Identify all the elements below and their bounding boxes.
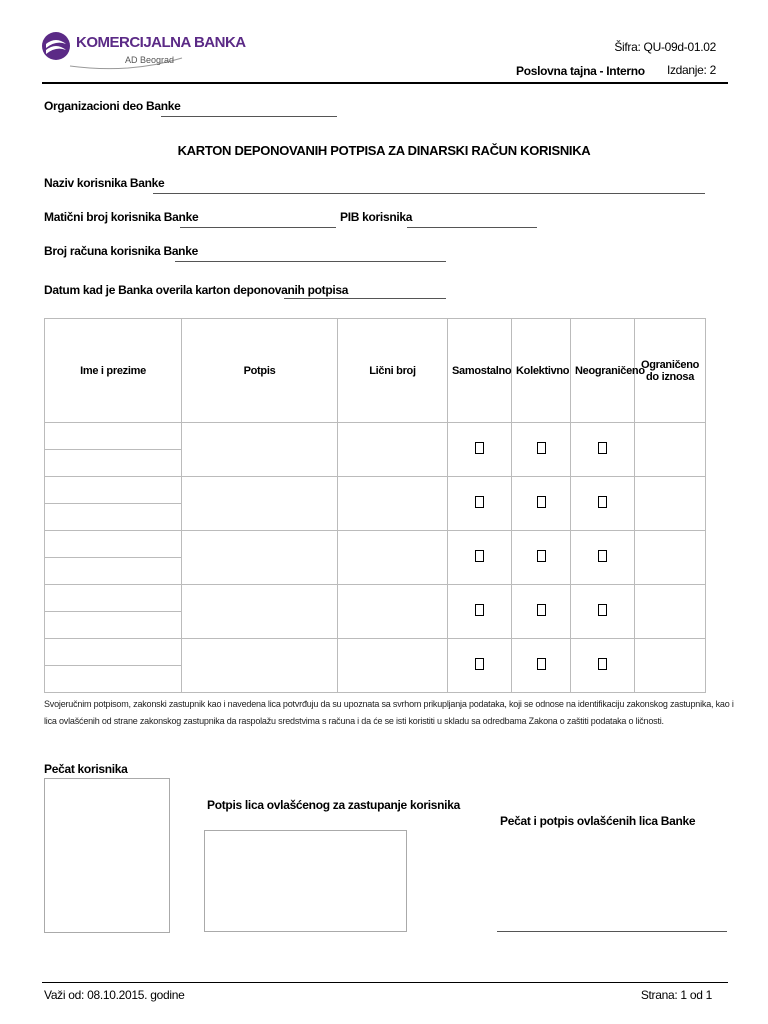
data-consent-notice: Svojeručnim potpisom, zakonski zastupnik kao i navedena lica potvrđuju da su upoznata sa svrhom prikupljanja podataka, koji se odnose na identifikaciju zakonskog zastupnika, kao i lica ovlašćenih od strane zakonskog zastupnika da raspolažu sredstvima s računa i da će se isti koristiti u skladu sa odredbama Zakona o zaštiti podataka o ličnosti. bbox=[44, 699, 734, 726]
bank-stamp-label: Pečat i potpis ovlašćenih lica Banke bbox=[500, 814, 696, 828]
client-name-field[interactable] bbox=[153, 193, 705, 194]
name-cell[interactable] bbox=[45, 639, 182, 693]
collective-checkbox[interactable] bbox=[537, 496, 546, 508]
independent-cell bbox=[448, 639, 512, 693]
collective-cell bbox=[512, 585, 571, 639]
independent-checkbox[interactable] bbox=[475, 550, 484, 562]
name-cell[interactable] bbox=[45, 423, 182, 477]
table-row bbox=[45, 639, 706, 693]
org-unit-field[interactable] bbox=[161, 116, 337, 117]
valid-from: Važi od: 08.10.2015. godine bbox=[44, 988, 185, 1002]
collective-checkbox[interactable] bbox=[537, 442, 546, 454]
client-name-label: Naziv korisnika Banke bbox=[44, 176, 165, 190]
limited-amount-cell[interactable] bbox=[635, 477, 706, 531]
col-limited-header: Ograničeno do iznosa bbox=[635, 319, 706, 423]
table-row bbox=[45, 585, 706, 639]
col-collective-header: Kolektivno bbox=[512, 319, 571, 423]
unlimited-checkbox[interactable] bbox=[598, 550, 607, 562]
org-unit-label: Organizacioni deo Banke bbox=[44, 99, 181, 113]
id-cell[interactable] bbox=[338, 585, 448, 639]
unlimited-checkbox[interactable] bbox=[598, 604, 607, 616]
limited-amount-cell[interactable] bbox=[635, 585, 706, 639]
independent-cell bbox=[448, 477, 512, 531]
id-cell[interactable] bbox=[338, 531, 448, 585]
signature-cell[interactable] bbox=[182, 531, 338, 585]
unlimited-cell bbox=[571, 531, 635, 585]
footer-rule bbox=[42, 982, 728, 983]
table-row bbox=[45, 531, 706, 585]
table-row bbox=[45, 477, 706, 531]
unlimited-checkbox[interactable] bbox=[598, 658, 607, 670]
independent-checkbox[interactable] bbox=[475, 496, 484, 508]
document-code: Šifra: QU-09d-01.02 bbox=[614, 40, 716, 54]
client-stamp-label: Pečat korisnika bbox=[44, 762, 128, 776]
table-header-row bbox=[45, 319, 706, 423]
collective-checkbox[interactable] bbox=[537, 550, 546, 562]
independent-checkbox[interactable] bbox=[475, 604, 484, 616]
signature-cell[interactable] bbox=[182, 477, 338, 531]
collective-cell bbox=[512, 477, 571, 531]
unlimited-cell bbox=[571, 477, 635, 531]
signature-cell[interactable] bbox=[182, 639, 338, 693]
pib-field[interactable] bbox=[407, 227, 537, 228]
col-unlimited-header: Neograničeno bbox=[571, 319, 635, 423]
unlimited-cell bbox=[571, 585, 635, 639]
col-id-header: Lični broj bbox=[338, 319, 448, 423]
signature-table bbox=[44, 318, 706, 693]
collective-checkbox[interactable] bbox=[537, 604, 546, 616]
account-number-label: Broj računa korisnika Banke bbox=[44, 244, 198, 258]
collective-cell bbox=[512, 639, 571, 693]
reg-number-label: Matični broj korisnika Banke bbox=[44, 210, 199, 224]
limited-amount-cell[interactable] bbox=[635, 639, 706, 693]
collective-cell bbox=[512, 423, 571, 477]
independent-cell bbox=[448, 531, 512, 585]
table-row bbox=[45, 423, 706, 477]
name-cell[interactable] bbox=[45, 477, 182, 531]
form-title: KARTON DEPONOVANIH POTPISA ZA DINARSKI RAČUN KORISNIKA bbox=[177, 143, 591, 158]
pib-label: PIB korisnika bbox=[340, 210, 413, 224]
col-name-header: Ime i prezime bbox=[45, 319, 182, 423]
name-cell[interactable] bbox=[45, 585, 182, 639]
signature-cell[interactable] bbox=[182, 423, 338, 477]
bank-subtitle: AD Beograd bbox=[125, 55, 175, 65]
limited-amount-cell[interactable] bbox=[635, 531, 706, 585]
id-cell[interactable] bbox=[338, 477, 448, 531]
unlimited-cell bbox=[571, 423, 635, 477]
authorized-signature-box[interactable] bbox=[204, 830, 407, 932]
id-cell[interactable] bbox=[338, 639, 448, 693]
unlimited-checkbox[interactable] bbox=[598, 496, 607, 508]
col-independent-header: Samostalno bbox=[448, 319, 512, 423]
id-cell[interactable] bbox=[338, 423, 448, 477]
document-classification: Poslovna tajna - Interno bbox=[516, 64, 645, 78]
independent-cell bbox=[448, 423, 512, 477]
unlimited-checkbox[interactable] bbox=[598, 442, 607, 454]
reg-number-field[interactable] bbox=[180, 227, 336, 228]
client-stamp-box[interactable] bbox=[44, 778, 170, 933]
document-edition: Izdanje: 2 bbox=[666, 63, 716, 77]
limited-amount-cell[interactable] bbox=[635, 423, 706, 477]
name-cell[interactable] bbox=[45, 531, 182, 585]
account-number-field[interactable] bbox=[175, 261, 446, 262]
independent-cell bbox=[448, 585, 512, 639]
verified-date-field[interactable] bbox=[284, 298, 446, 299]
collective-checkbox[interactable] bbox=[537, 658, 546, 670]
col-signature-header: Potpis bbox=[182, 319, 338, 423]
signature-cell[interactable] bbox=[182, 585, 338, 639]
independent-checkbox[interactable] bbox=[475, 442, 484, 454]
verified-date-label: Datum kad je Banka overila karton deponovanih potpisa bbox=[44, 283, 349, 297]
unlimited-cell bbox=[571, 639, 635, 693]
independent-checkbox[interactable] bbox=[475, 658, 484, 670]
bank-name: KOMERCIJALNA BANKA bbox=[76, 34, 246, 51]
page-number: Strana: 1 od 1 bbox=[640, 988, 712, 1002]
authorized-signature-label: Potpis lica ovlašćenog za zastupanje korisnika bbox=[207, 798, 460, 812]
header-rule bbox=[42, 82, 728, 84]
bank-stamp-line[interactable] bbox=[497, 931, 727, 932]
collective-cell bbox=[512, 531, 571, 585]
